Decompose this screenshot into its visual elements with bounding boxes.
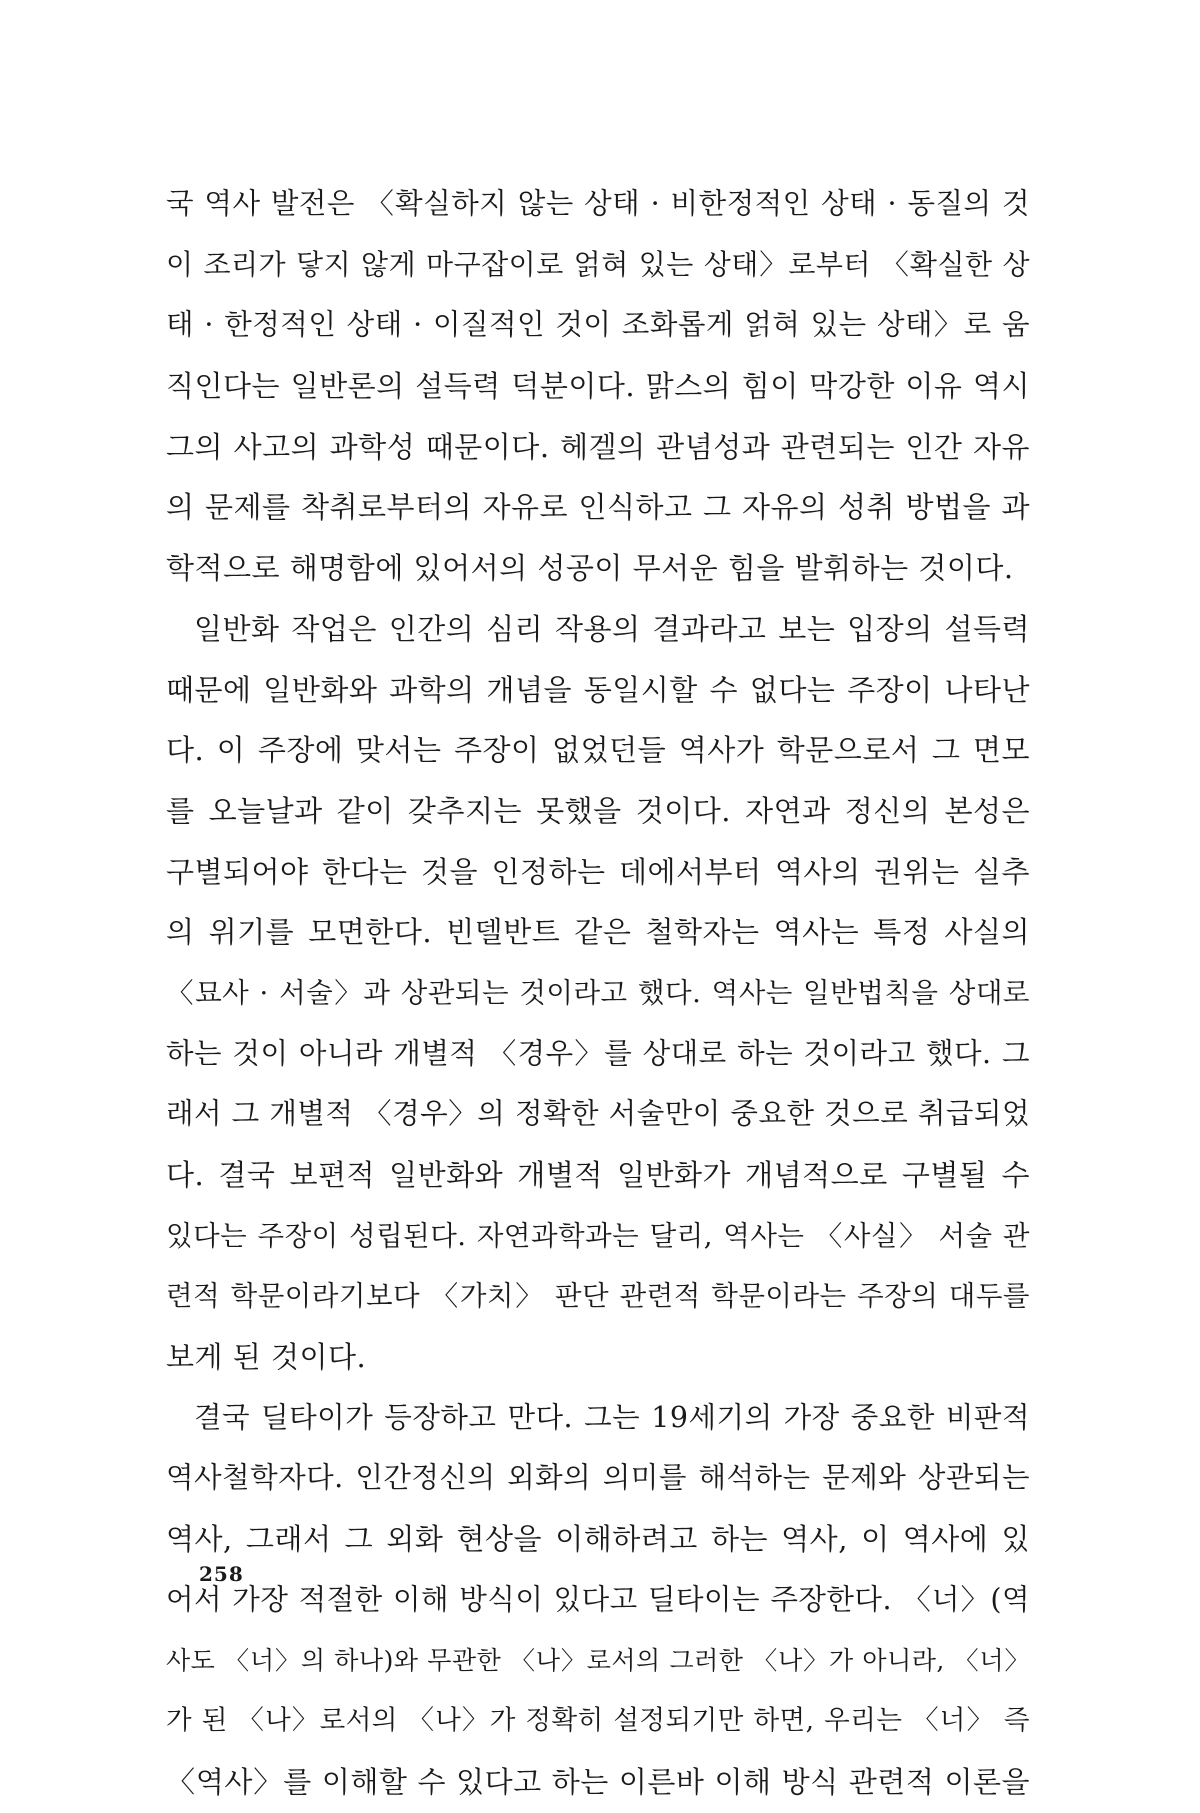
page-number: 258 [199,1562,244,1586]
text-line: 국 역사 발전은 〈확실하지 않는 상태 · 비한정적인 상태 · 동질의 것 [166,187,1030,220]
text-line: 래서 그 개별적 〈경우〉의 정확한 서술만이 중요한 것으로 취급되었 [166,1097,1030,1131]
text-line: 다. 결국 보편적 일반화와 개별적 일반화가 개념적으로 구별될 수 [166,1158,1030,1192]
text-line: 하는 것이 아니라 개별적 〈경우〉를 상대로 하는 것이라고 했다. 그 [166,1036,1030,1070]
text-line: 어서 가장 적절한 이해 방식이 있다고 딜타이는 주장한다. 〈너〉(역 [166,1582,1030,1616]
text-line: 가 된 〈나〉로서의 〈나〉가 정확히 설정되기만 하면, 우리는 〈너〉 즉 [166,1705,1030,1737]
text-line: 사도 〈너〉의 하나)와 무관한 〈나〉로서의 그러한 〈나〉가 아니라, 〈너〉 [166,1645,1030,1675]
text-line: 직인다는 일반론의 설득력 덕분이다. 맑스의 힘이 막강한 이유 역시 [166,369,1030,404]
text-line: 련적 학문이라기보다 〈가치〉 판단 관련적 학문이라는 주장의 대두를 [166,1280,1030,1313]
body-text [166,174,1030,1813]
text-line: 다. 이 주장에 맞서는 주장이 없었던들 역사가 학문으로서 그 면모 [166,733,1030,768]
text-line: 이 조리가 닿지 않게 마구잡이로 얽혀 있는 상태〉로부터 〈확실한 상 [166,247,1030,281]
text-line: 있다는 주장이 성립된다. 자연과학과는 달리, 역사는 〈사실〉 서술 관 [166,1219,1030,1252]
text-line: 태 · 한정적인 상태 · 이질적인 것이 조화롭게 얽혀 있는 상태〉로 움 [166,308,1030,342]
text-line: 〈묘사 · 서술〉과 상관되는 것이라고 했다. 역사는 일반법칙을 상대로 [166,976,1030,1009]
text-line: 를 오늘날과 같이 갖추지는 못했을 것이다. 자연과 정신의 본성은 [166,793,1030,828]
text-line: 그의 사고의 과학성 때문이다. 헤겔의 관념성과 관련되는 인간 자유 [166,429,1030,464]
text-line: 역사, 그래서 그 외화 현상을 이해하려고 하는 역사, 이 역사에 있 [166,1522,1030,1557]
text-line: 역사철학자다. 인간정신의 외화의 의미를 해석하는 문제와 상관되는 [166,1461,1030,1495]
text-line: 구별되어야 한다는 것을 인정하는 데에서부터 역사의 권위는 실추 [166,854,1030,889]
text-line: 〈역사〉를 이해할 수 있다고 하는 이른바 이해 방식 관련적 이론을 [166,1764,1030,1799]
text-line: 때문에 일반화와 과학의 개념을 동일시할 수 없다는 주장이 나타난 [166,672,1030,707]
text-line: 의 문제를 착취로부터의 자유로 인식하고 그 자유의 성취 방법을 과 [166,490,1030,525]
text-line: 보게 된 것이다. [166,1340,367,1375]
text-line: 의 위기를 모면한다. 빈델반트 같은 철학자는 역사는 특정 사실의 [166,915,1030,950]
text-line: 학적으로 해명함에 있어서의 성공이 무서운 힘을 발휘하는 것이다. [166,551,1014,586]
text-line: 일반화 작업은 인간의 심리 작용의 결과라고 보는 입장의 설득력 [194,611,1030,646]
text-line: 결국 딜타이가 등장하고 만다. 그는 19세기의 가장 중요한 비판적 [194,1400,1030,1434]
